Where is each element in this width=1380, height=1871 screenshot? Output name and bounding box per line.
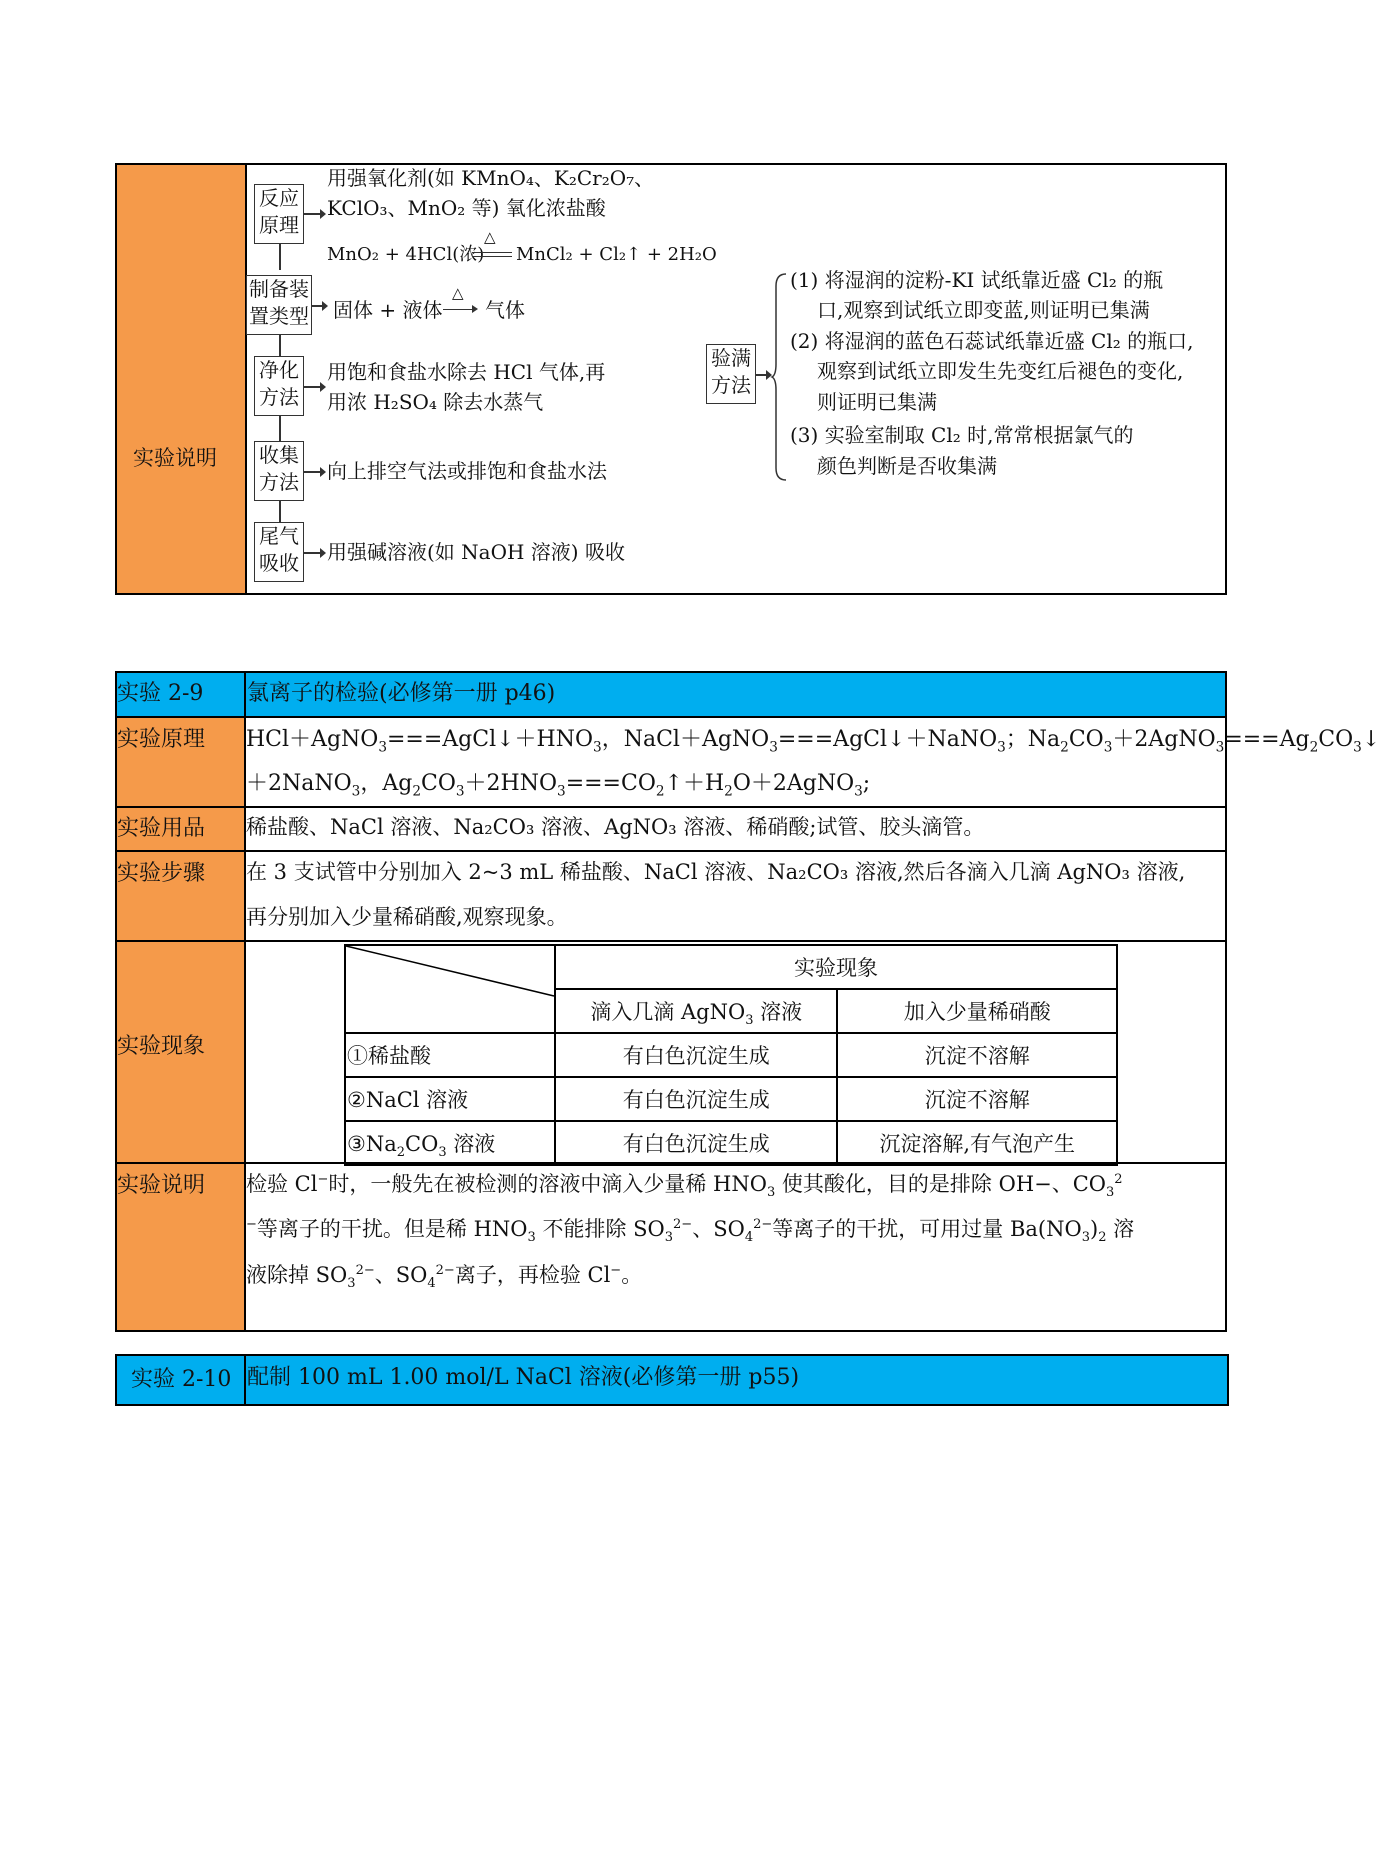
check-item-5: 则证明已集满 [817,390,937,414]
flow-box-purify-text: 净化 方法 [259,358,299,409]
supplies-label: 实验用品 [117,816,206,841]
note-line1: 检验 Cl−时，一般先在被检测的溶液中滴入少量稀 $HNO_3$ 使其酸化，目的是排除 OH−、$CO_3^2$ [246,1172,1123,1201]
table-col2: 加入少量稀硝酸 [837,989,1117,1033]
section1-label-cell [115,163,247,595]
row-b: 沉淀不溶解 [837,1077,1117,1121]
section2-header-divider [244,671,246,718]
down-arrow-icon [279,335,281,357]
row-b: 沉淀溶解,有气泡产生 [837,1121,1117,1165]
note-line3: 液除掉 $SO_3^{2-}$、$SO_4^{2-}$离子，再检验 Cl−。 [246,1263,643,1292]
flow-box-purify [254,356,304,416]
diagonal-line-icon [346,946,554,1034]
section3-head-label: 实验 2-10 [131,1367,232,1392]
row-b: 沉淀不溶解 [837,1033,1117,1077]
flow-reaction-line1: 用强氧化剂(如 KMnO₄、K₂Cr₂O₇、 [327,166,655,190]
flow-box-check [706,344,756,404]
arrow-right-icon [443,309,475,310]
check-item-1: (1) 将湿润的淀粉-KI 试纸靠近盛 Cl₂ 的瓶 [790,268,1164,292]
flow-purify-line2: 用浓 H₂SO₄ 除去水蒸气 [327,390,544,414]
principle-label: 实验原理 [117,727,206,752]
down-arrow-icon [279,501,281,523]
flow-box-tailgas [254,522,304,582]
phenomenon-table [344,944,1118,1166]
apparatus-right: 气体 [485,298,525,322]
down-arrow-icon [279,416,281,442]
flow-box-apparatus [246,275,312,335]
arrow-head-icon [472,305,478,313]
down-arrow-icon [279,244,281,270]
flow-reaction-eq-right: MnCl₂ + Cl₂↑ + 2H₂O [516,244,717,265]
flow-tailgas-line1: 用强碱溶液(如 NaOH 溶液) 吸收 [327,540,625,564]
flow-reaction-line2: KClO₃、MnO₂ 等) 氧化浓盐酸 [327,196,606,220]
check-item-6: (3) 实验室制取 Cl₂ 时,常常根据氯气的 [790,423,1134,447]
flow-box-collect-text: 收集 方法 [259,443,299,494]
flow-reaction-eq-left: MnO₂ + 4HCl(浓) [327,244,485,265]
row-name: ①稀盐酸 [345,1033,555,1077]
note-line2: −等离子的干扰。但是稀 $HNO_3$ 不能排除 $SO_3^{2-}$、$SO_4^{2-}$等离子的干扰，可用过量 $Ba(NO_3)_2$ 溶 [246,1217,1135,1246]
table-row [345,1033,1117,1077]
diagonal-header-cell [345,945,555,1033]
flow-purify-line1: 用饱和食盐水除去 HCl 气体,再 [327,360,606,384]
table-row [345,1121,1117,1165]
row-a: 有白色沉淀生成 [555,1121,837,1165]
principle-line1: $HCl+AgNO_3===AgCl↓+HNO_3$，NaCl＋AgNO$_3$===AgCl↓＋NaNO$_3$；$Na_2CO_3+2AgNO_3===Ag_2CO_3↓$ [246,727,1380,756]
eq-condition: △ [484,228,496,246]
arrow-head-icon [322,301,328,311]
check-item-2: 口,观察到试纸立即变蓝,则证明已集满 [817,298,1150,322]
section3-header-divider [244,1354,246,1406]
flow-box-reaction [254,184,304,244]
row-a: 有白色沉淀生成 [555,1033,837,1077]
row-name: ②NaCl 溶液 [345,1077,555,1121]
table-row [345,1077,1117,1121]
arrow-head-icon [320,382,326,392]
table-header: 实验现象 [555,945,1117,989]
flow-box-collect [254,441,304,501]
phenomenon-label: 实验现象 [117,1034,206,1059]
row-a: 有白色沉淀生成 [555,1077,837,1121]
steps-line2: 再分别加入少量稀硝酸,观察现象。 [246,905,568,929]
section3-head-title: 配制 100 mL 1.00 mol/L NaCl 溶液(必修第一册 p55) [247,1365,800,1390]
eq-double-line [472,252,512,257]
steps-label: 实验步骤 [117,861,206,886]
flow-box-tailgas-text: 尾气 吸收 [259,524,299,575]
apparatus-left: 固体 + 液体 [333,298,443,322]
section2-head-title: 氯离子的检验(必修第一册 p46) [247,681,556,706]
steps-line1: 在 3 支试管中分别加入 2~3 mL 稀盐酸、NaCl 溶液、Na₂CO₃ 溶液,然后各滴入几滴 AgNO₃ 溶液, [246,860,1186,884]
flow-box-reaction-text: 反应 原理 [259,186,299,237]
flow-box-apparatus-text: 制备装 置类型 [249,277,309,328]
section2-head-label: 实验 2-9 [117,681,204,706]
flow-collect-line1: 向上排空气法或排饱和食盐水法 [327,459,607,483]
apparatus-condition: △ [452,284,464,302]
check-item-3: (2) 将湿润的蓝色石蕊试纸靠近盛 Cl₂ 的瓶口, [790,329,1194,353]
check-item-7: 颜色判断是否收集满 [817,454,997,478]
flow-box-check-text: 验满 方法 [711,346,751,397]
table-col1: 滴入几滴 AgNO$_3$ 溶液 [555,989,837,1033]
arrow-head-icon [320,548,326,558]
arrow-head-icon [320,467,326,477]
row-name: $③Na_2CO_3$ 溶液 [345,1121,555,1165]
supplies-text: 稀盐酸、NaCl 溶液、Na₂CO₃ 溶液、AgNO₃ 溶液、稀硝酸;试管、胶头滴管。 [246,815,985,839]
note-label: 实验说明 [117,1173,206,1198]
check-item-4: 观察到试纸立即发生先变红后褪色的变化, [817,359,1184,383]
arrow-head-icon [320,209,326,219]
section1-label: 实验说明 [133,446,217,470]
principle-line2: ＋2NaNO$_3$，$Ag_2CO_3+2HNO_3===CO_2↑+H_2O+2AgNO_3$; [246,771,871,800]
brace-icon [772,272,788,482]
